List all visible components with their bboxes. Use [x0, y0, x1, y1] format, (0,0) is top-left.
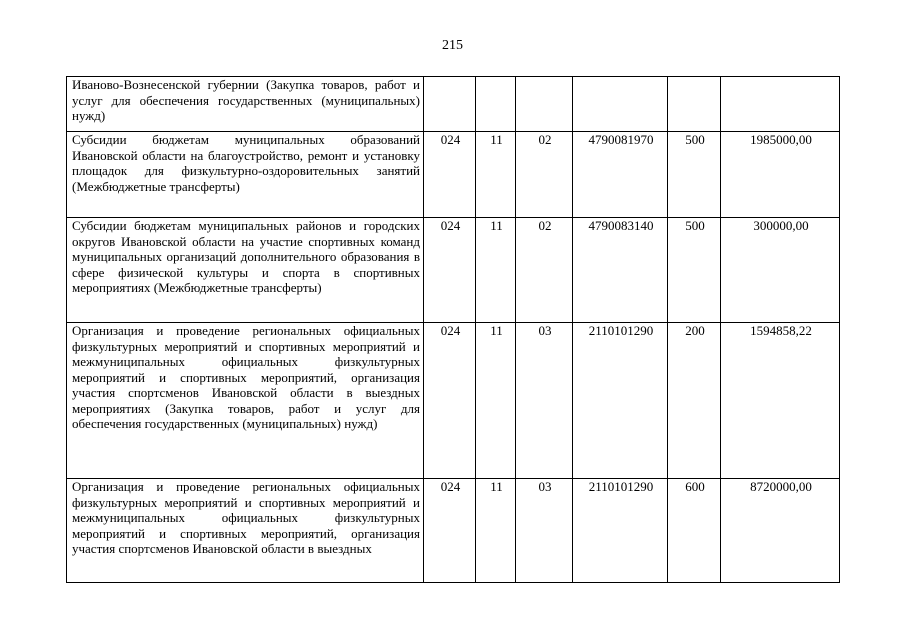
budget-table — [66, 76, 840, 583]
row-description-cell — [67, 479, 424, 583]
row-section-code: 11 — [476, 132, 516, 218]
row-subsection-code — [516, 77, 573, 132]
row-target-code: 2110101290 — [573, 323, 668, 479]
row-subsection-code: 02 — [516, 132, 573, 218]
row-section-code: 11 — [476, 323, 516, 479]
row-kind-code — [668, 77, 721, 132]
row-admin-code: 024 — [424, 323, 476, 479]
row-kind-code: 500 — [668, 132, 721, 218]
row-admin-code: 024 — [424, 132, 476, 218]
table-row — [67, 479, 840, 583]
table-row — [67, 77, 840, 132]
row-amount: 1985000,00 — [721, 132, 840, 218]
row-subsection-code: 03 — [516, 479, 573, 583]
row-description: Субсидии бюджетам муниципальных районов и городских округов Ивановской области на участие спортивных команд муниципальных организаций дополнительного образования в сфере физической культуры и спорта в спортивных мероприятиях (Межбюджетные трансферты) — [67, 218, 424, 323]
table-row — [67, 218, 840, 323]
row-description: Организация и проведение региональных официальных физкультурных мероприятий и спортивных мероприятий и межмуниципальных официальных физкультурных мероприятий и спортивных мероприятий, организация участия спортсменов Ивановской области в выездных — [72, 479, 420, 556]
row-target-code — [573, 77, 668, 132]
row-target-code: 4790083140 — [573, 218, 668, 323]
row-section-code — [476, 77, 516, 132]
row-subsection-code: 02 — [516, 218, 573, 323]
row-description: Субсидии бюджетам муниципальных образований Ивановской области на благоустройство, ремонт и установку площадок для физкультурно-оздоровительных занятий (Межбюджетные трансферты) — [67, 132, 424, 218]
page-number: 215 — [442, 38, 463, 53]
row-target-code: 4790081970 — [573, 132, 668, 218]
row-section-code: 11 — [476, 479, 516, 583]
row-section-code: 11 — [476, 218, 516, 323]
row-amount — [721, 77, 840, 132]
row-admin-code: 024 — [424, 218, 476, 323]
row-admin-code — [424, 77, 476, 132]
row-subsection-code: 03 — [516, 323, 573, 479]
row-target-code: 2110101290 — [573, 479, 668, 583]
row-amount: 8720000,00 — [721, 479, 840, 583]
row-kind-code: 200 — [668, 323, 721, 479]
row-amount: 300000,00 — [721, 218, 840, 323]
table-row — [67, 132, 840, 218]
table-row — [67, 323, 840, 479]
row-kind-code: 500 — [668, 218, 721, 323]
row-amount: 1594858,22 — [721, 323, 840, 479]
row-admin-code: 024 — [424, 479, 476, 583]
row-description: Организация и проведение региональных официальных физкультурных мероприятий и спортивных мероприятий и межмуниципальных официальных физкультурных мероприятий и спортивных мероприятий, организация участия спортсменов Ивановской области в выездных мероприятиях (Закупка товаров, работ и услуг для обеспечения государственных (муниципальных) нужд) — [67, 323, 424, 479]
row-description: Иваново-Вознесенской губернии (Закупка товаров, работ и услуг для обеспечения государственных (муниципальных) нужд) — [67, 77, 424, 132]
row-kind-code: 600 — [668, 479, 721, 583]
